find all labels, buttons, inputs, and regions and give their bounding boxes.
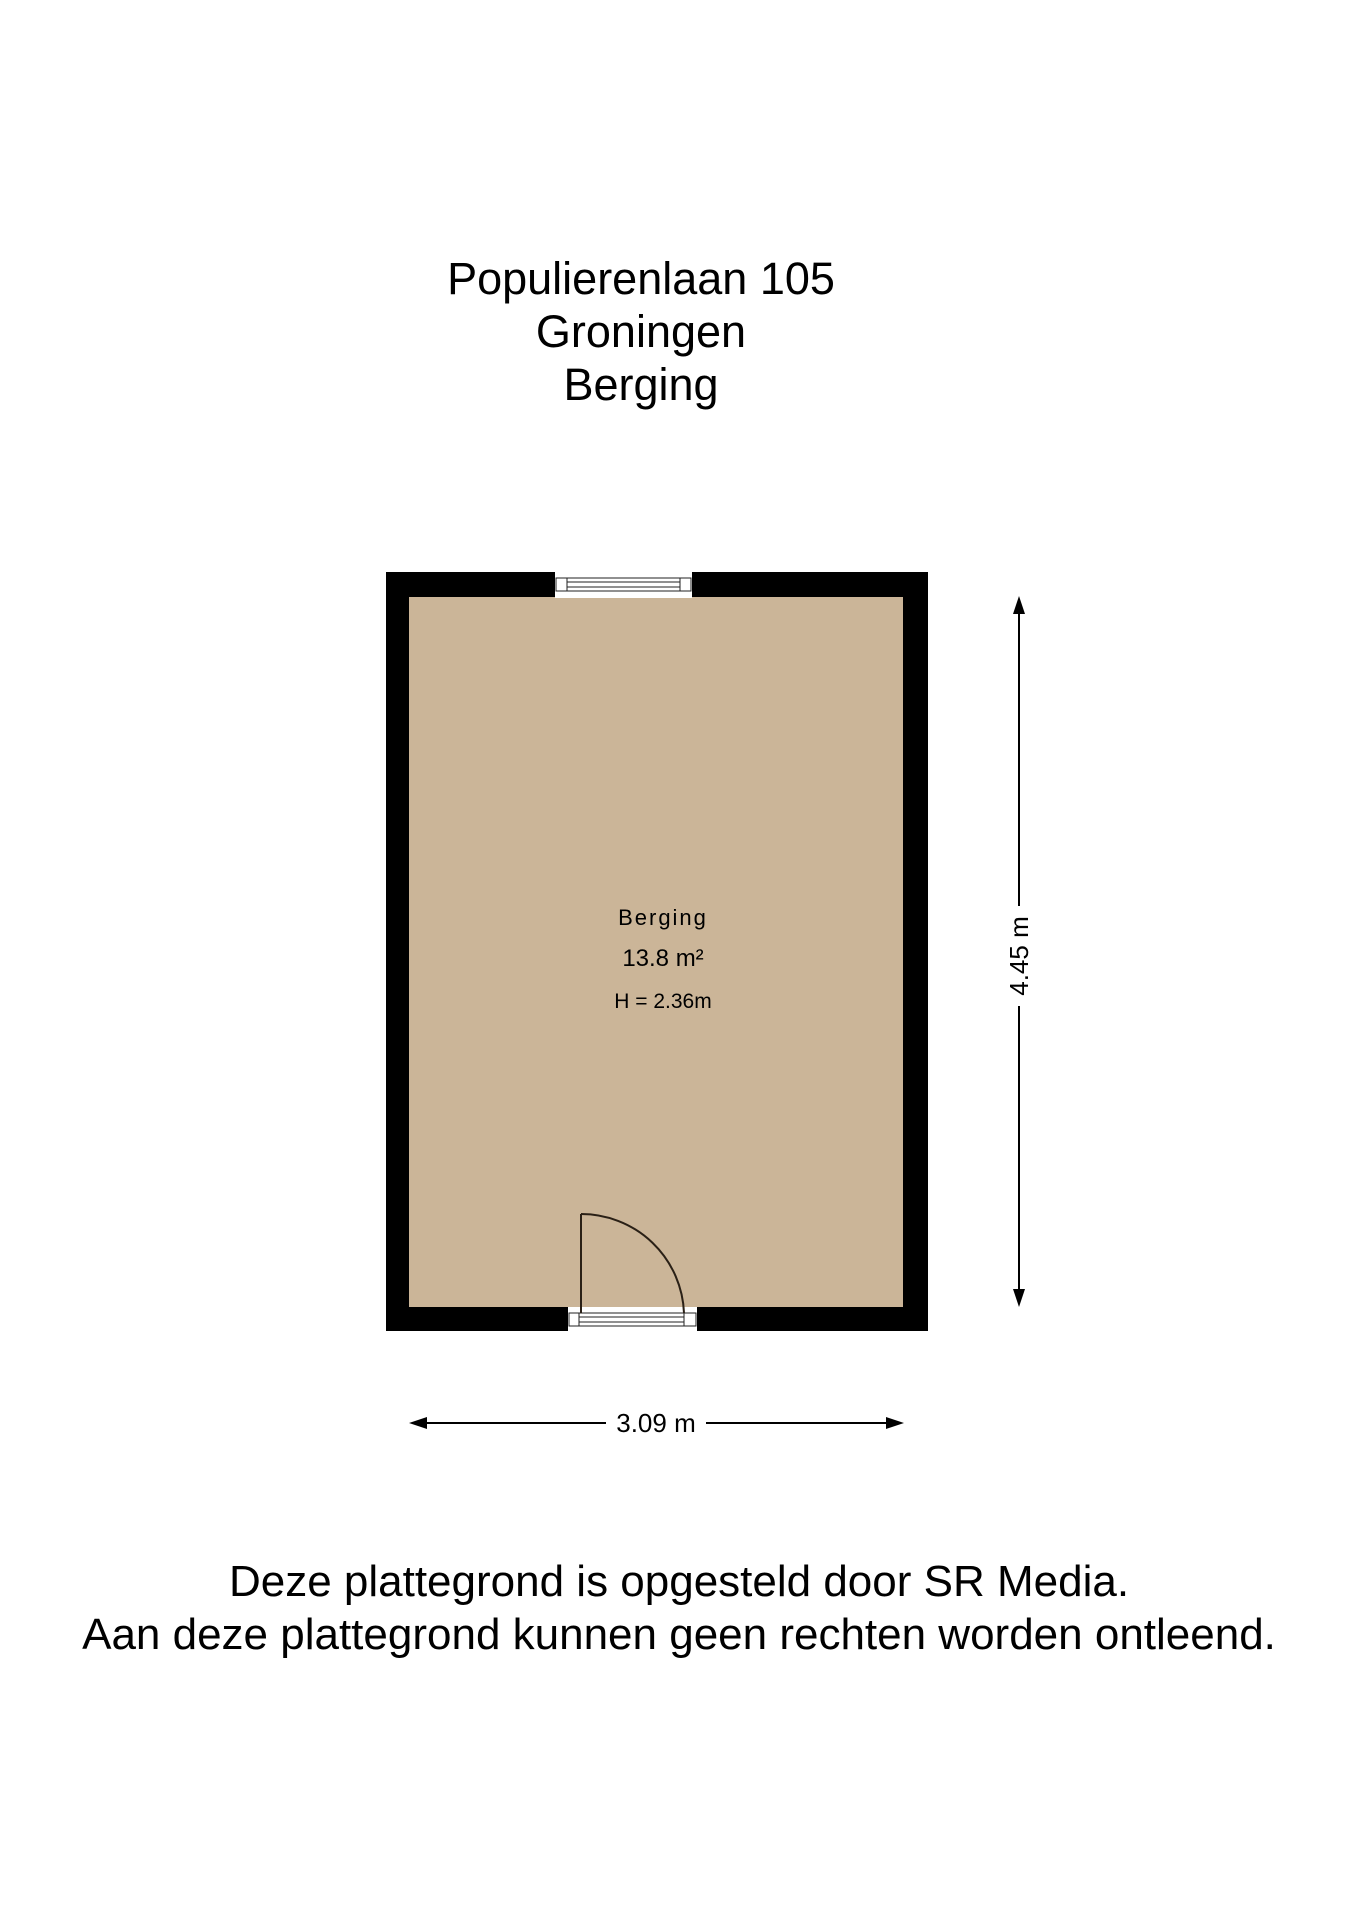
width-dimension-label: 3.09 m [606, 1408, 706, 1439]
city-title: Groningen [535, 306, 747, 357]
room-name-label: Berging [618, 905, 708, 930]
room-height-label: H = 2.36m [614, 990, 712, 1013]
address-title: Populierenlaan 105 [447, 253, 835, 304]
disclaimer-line-2: Aan deze plattegrond kunnen geen rechten worden ontleend. [82, 1610, 1276, 1659]
depth-dimension-label: 4.45 m [1003, 906, 1035, 1006]
room-area-label: 13.8 m² [622, 945, 704, 972]
disclaimer [0, 1555, 1358, 1661]
window [555, 571, 692, 598]
floor-title: Berging [563, 359, 719, 410]
disclaimer-line-1: Deze plattegrond is opgesteld door SR Media. [228, 1557, 1130, 1606]
